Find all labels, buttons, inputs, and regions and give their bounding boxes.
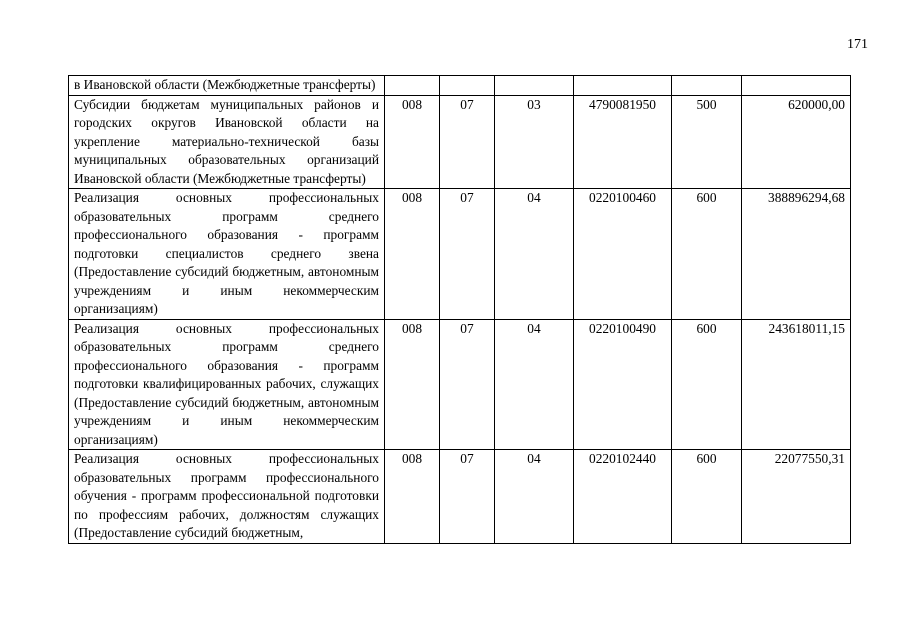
subsection-code: 04 (495, 189, 574, 320)
row-description: Реализация основных профессиональных образовательных программ среднего профессионального образования - программ подготовки специалистов среднего звена (Предоставление субсидий бюджетным, автономным учреждениям и иным некоммерческим организациям) (69, 189, 385, 320)
target-article-code: 0220100490 (574, 319, 672, 450)
table-row (69, 450, 851, 544)
row-description: Реализация основных профессиональных образовательных программ профессионального обучения - программ профессиональной подготовки по профессиям рабочих, должностям служащих (Предоставление субсидий бюджетным, (69, 450, 385, 544)
amount-value: 388896294,68 (742, 189, 851, 320)
ministry-code: 008 (385, 95, 440, 189)
table-row (69, 189, 851, 320)
row-description: в Ивановской области (Межбюджетные трансферты) (69, 76, 385, 96)
subsection-code (495, 76, 574, 96)
table-row (69, 319, 851, 450)
table-row (69, 76, 851, 96)
expense-type-code (672, 76, 742, 96)
ministry-code (385, 76, 440, 96)
section-code: 07 (440, 95, 495, 189)
expense-type-code: 500 (672, 95, 742, 189)
amount-value: 243618011,15 (742, 319, 851, 450)
target-article-code: 4790081950 (574, 95, 672, 189)
section-code: 07 (440, 450, 495, 544)
target-article-code: 0220102440 (574, 450, 672, 544)
subsection-code: 04 (495, 450, 574, 544)
budget-table (68, 75, 851, 544)
table-row (69, 95, 851, 189)
expense-type-code: 600 (672, 319, 742, 450)
ministry-code: 008 (385, 189, 440, 320)
amount-value: 620000,00 (742, 95, 851, 189)
section-code: 07 (440, 189, 495, 320)
ministry-code: 008 (385, 319, 440, 450)
target-article-code (574, 76, 672, 96)
ministry-code: 008 (385, 450, 440, 544)
row-description: Субсидии бюджетам муниципальных районов и городских округов Ивановской области на укрепление материально-технической базы муниципальных образовательных организаций Ивановской области (Межбюджетные трансферты) (69, 95, 385, 189)
subsection-code: 03 (495, 95, 574, 189)
page-number: 171 (847, 37, 868, 52)
section-code: 07 (440, 319, 495, 450)
expense-type-code: 600 (672, 450, 742, 544)
section-code (440, 76, 495, 96)
amount-value (742, 76, 851, 96)
target-article-code: 0220100460 (574, 189, 672, 320)
expense-type-code: 600 (672, 189, 742, 320)
amount-value: 22077550,31 (742, 450, 851, 544)
subsection-code: 04 (495, 319, 574, 450)
row-description: Реализация основных профессиональных образовательных программ среднего профессионального образования - программ подготовки квалифицированных рабочих, служащих (Предоставление субсидий бюджетным, автономным учреждениям и иным некоммерческим организациям) (69, 319, 385, 450)
